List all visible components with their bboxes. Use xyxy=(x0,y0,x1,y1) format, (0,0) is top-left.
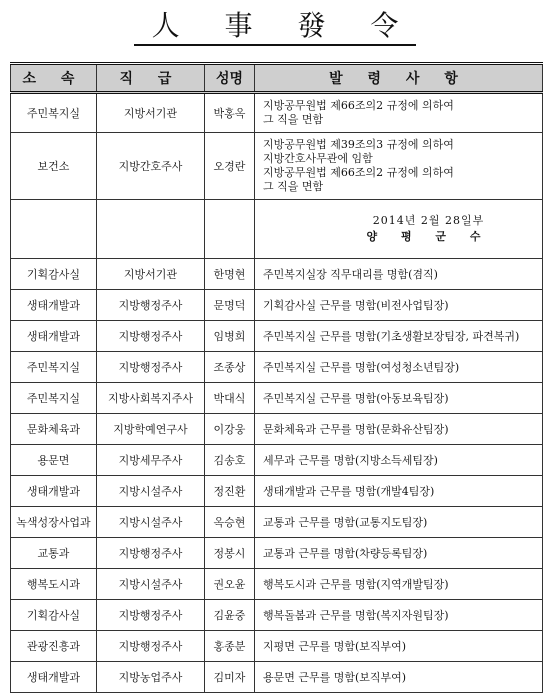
cell-name: 정봉시 xyxy=(205,538,255,569)
cell-dept: 보건소 xyxy=(11,133,97,200)
cell-name: 김윤중 xyxy=(205,600,255,631)
cell-name: 한명현 xyxy=(205,259,255,290)
cell-name: 이강웅 xyxy=(205,414,255,445)
cell-dept: 기획감사실 xyxy=(11,600,97,631)
cell-name: 박대식 xyxy=(205,383,255,414)
cell-order: 주민복지실 근무를 명함(기초생활보장팀장, 파견복귀) xyxy=(255,321,543,352)
order-line: 지방공무원법 제66조의2 규정에 의하여 xyxy=(263,99,454,112)
cell-dept: 생태개발과 xyxy=(11,290,97,321)
order-line: 지방공무원법 제66조의2 규정에 의하여 xyxy=(263,166,454,179)
cell-rank: 지방시설주사 xyxy=(97,507,205,538)
table-row xyxy=(11,414,543,445)
cell-rank: 지방행정주사 xyxy=(97,538,205,569)
cell-order: 용문면 근무를 명함(보직부여) xyxy=(255,662,543,693)
table-row xyxy=(11,290,543,321)
document-title: 人 事 發 令 xyxy=(134,8,417,46)
effective-date: 2014년 2월 28일부 xyxy=(372,214,485,227)
cell-order: 생태개발과 근무를 명함(개발4팀장) xyxy=(255,476,543,507)
table-row xyxy=(11,569,543,600)
order-line: 그 직을 면함 xyxy=(263,180,324,193)
cell-order xyxy=(255,133,543,200)
order-line: 지방공무원법 제39조의3 규정에 의하여 xyxy=(263,138,454,151)
cell-rank: 지방서기관 xyxy=(97,259,205,290)
header-rank: 직 급 xyxy=(97,64,205,93)
cell-order: 지평면 근무를 명함(보직부여) xyxy=(255,631,543,662)
cell-dept: 기획감사실 xyxy=(11,259,97,290)
table-row xyxy=(11,476,543,507)
cell-rank: 지방학예연구사 xyxy=(97,414,205,445)
cell-order: 주민복지실 근무를 명함(아동보육팀장) xyxy=(255,383,543,414)
cell-dept: 생태개발과 xyxy=(11,662,97,693)
table-header-row xyxy=(11,64,543,93)
cell-order: 문화체육과 근무를 명함(문화유산팀장) xyxy=(255,414,543,445)
cell-rank: 지방행정주사 xyxy=(97,631,205,662)
cell-dept: 녹색성장사업과 xyxy=(11,507,97,538)
header-dept: 소 속 xyxy=(11,64,97,93)
cell-rank: 지방행정주사 xyxy=(97,290,205,321)
cell-name: 김송호 xyxy=(205,445,255,476)
cell-order: 교통과 근무를 명함(차량등록팀장) xyxy=(255,538,543,569)
cell-empty xyxy=(205,200,255,259)
table-row xyxy=(11,93,543,133)
table-row xyxy=(11,133,543,200)
header-order: 발 령 사 항 xyxy=(255,64,543,93)
table-row xyxy=(11,600,543,631)
cell-dept: 용문면 xyxy=(11,445,97,476)
document-title-wrap xyxy=(0,8,550,46)
cell-rank: 지방세무주사 xyxy=(97,445,205,476)
table-row xyxy=(11,259,543,290)
cell-empty xyxy=(11,200,97,259)
cell-order: 교통과 근무를 명함(교통지도팀장) xyxy=(255,507,543,538)
cell-order: 행복돌봄과 근무를 명함(복지자원팀장) xyxy=(255,600,543,631)
cell-name: 홍종분 xyxy=(205,631,255,662)
table-row xyxy=(11,445,543,476)
cell-empty xyxy=(97,200,205,259)
cell-rank: 지방시설주사 xyxy=(97,569,205,600)
cell-order: 주민복지실장 직무대리를 명함(겸직) xyxy=(255,259,543,290)
cell-rank: 지방행정주사 xyxy=(97,600,205,631)
cell-rank: 지방행정주사 xyxy=(97,352,205,383)
cell-rank: 지방행정주사 xyxy=(97,321,205,352)
table-row xyxy=(11,507,543,538)
table-row xyxy=(11,383,543,414)
cell-name: 옥승현 xyxy=(205,507,255,538)
cell-order: 행복도시과 근무를 명함(지역개발팀장) xyxy=(255,569,543,600)
cell-rank: 지방서기관 xyxy=(97,93,205,133)
cell-order: 주민복지실 근무를 명함(여성청소년팀장) xyxy=(255,352,543,383)
cell-dept: 주민복지실 xyxy=(11,383,97,414)
header-name: 성명 xyxy=(205,64,255,93)
order-line: 그 직을 면함 xyxy=(263,113,324,126)
table-row xyxy=(11,352,543,383)
table-row xyxy=(11,631,543,662)
cell-order: 세무과 근무를 명함(지방소득세팀장) xyxy=(255,445,543,476)
personnel-order-table xyxy=(10,62,543,693)
issuer: 양 평 군 수 xyxy=(366,230,491,243)
cell-name: 문명덕 xyxy=(205,290,255,321)
cell-name: 권오윤 xyxy=(205,569,255,600)
table-row xyxy=(11,662,543,693)
cell-order: 기획감사실 근무를 명함(비전사업팀장) xyxy=(255,290,543,321)
cell-rank: 지방사회복지주사 xyxy=(97,383,205,414)
cell-dept: 교통과 xyxy=(11,538,97,569)
cell-dept: 주민복지실 xyxy=(11,352,97,383)
cell-dept: 문화체육과 xyxy=(11,414,97,445)
cell-order xyxy=(255,93,543,133)
date-row xyxy=(11,200,543,259)
cell-name: 정진환 xyxy=(205,476,255,507)
cell-name: 오경란 xyxy=(205,133,255,200)
cell-dept: 관광진흥과 xyxy=(11,631,97,662)
cell-dept: 행복도시과 xyxy=(11,569,97,600)
cell-name: 조종상 xyxy=(205,352,255,383)
cell-rank: 지방간호주사 xyxy=(97,133,205,200)
table-row xyxy=(11,538,543,569)
order-line: 지방간호사무관에 임함 xyxy=(263,152,373,165)
cell-rank: 지방시설주사 xyxy=(97,476,205,507)
cell-name: 임병희 xyxy=(205,321,255,352)
table-row xyxy=(11,321,543,352)
cell-dept: 생태개발과 xyxy=(11,476,97,507)
cell-date xyxy=(255,200,543,259)
cell-rank: 지방농업주사 xyxy=(97,662,205,693)
cell-name: 박홍옥 xyxy=(205,93,255,133)
cell-dept: 주민복지실 xyxy=(11,93,97,133)
cell-name: 김미자 xyxy=(205,662,255,693)
cell-dept: 생태개발과 xyxy=(11,321,97,352)
